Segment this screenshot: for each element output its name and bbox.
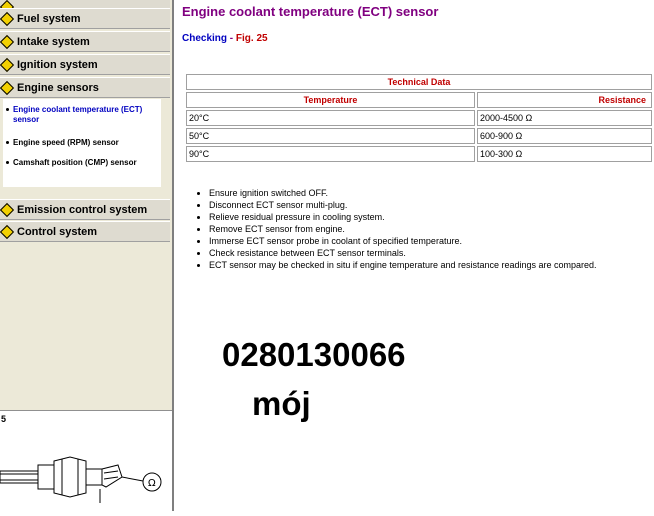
chevron-icon — [0, 225, 14, 239]
chevron-icon — [0, 203, 14, 217]
nav-label: Engine sensors — [17, 82, 99, 94]
table-row — [186, 128, 652, 144]
table-cell: 50°C — [186, 128, 475, 144]
subitem-rpm-sensor[interactable] — [3, 138, 159, 148]
separator: - — [227, 33, 236, 44]
bullet-icon — [6, 161, 9, 164]
subitem-label: Engine coolant temperature (ECT) sensor — [13, 105, 143, 124]
nav-engine-sensors[interactable] — [0, 77, 170, 98]
owner-note-overlay: mój — [252, 385, 311, 422]
table-row — [186, 110, 652, 126]
subitem-label: Engine speed (RPM) sensor — [13, 138, 119, 147]
technical-data-table — [184, 72, 654, 164]
subitem-label: Camshaft position (CMP) sensor — [13, 158, 137, 167]
figure-thumbnail[interactable] — [0, 410, 172, 512]
subitem-cmp-sensor[interactable] — [3, 158, 159, 168]
nav-intake-system[interactable] — [0, 31, 170, 52]
engine-sensors-submenu — [3, 99, 161, 187]
checking-label: Checking — [182, 33, 228, 44]
nav-label: Emission control system — [17, 204, 148, 216]
bullet-icon — [6, 141, 9, 144]
list-item: • Relieve residual pressure in cooling system. — [209, 211, 597, 223]
svg-text:Ω: Ω — [148, 478, 156, 489]
nav-control-system[interactable] — [0, 221, 170, 242]
table-row — [186, 146, 652, 162]
list-item: • Remove ECT sensor from engine. — [209, 223, 597, 235]
table-header-resistance: Resistance — [477, 92, 652, 108]
list-item: • Disconnect ECT sensor multi-plug. — [209, 199, 597, 211]
main-content — [174, 0, 646, 511]
table-header-temperature: Temperature — [186, 92, 475, 108]
chevron-icon — [0, 12, 14, 26]
nav-label: Control system — [17, 226, 98, 238]
figure-link[interactable]: Fig. 25 — [235, 33, 268, 44]
list-item: • Check resistance between ECT sensor terminals. — [209, 247, 597, 259]
table-cell: 20°C — [186, 110, 475, 126]
nav-label: Fuel system — [17, 13, 81, 25]
nav-emission-control-system[interactable] — [0, 199, 170, 220]
list-item: • Immerse ECT sensor probe in coolant of specified temperature. — [209, 235, 597, 247]
subitem-ect-sensor[interactable] — [3, 105, 159, 125]
instruction-list — [196, 187, 597, 271]
part-number-overlay: 0280130066 — [222, 336, 406, 373]
nav-label: Intake system — [17, 36, 90, 48]
page-title: Engine coolant temperature (ECT) sensor — [182, 4, 439, 19]
list-item: • ECT sensor may be checked in situ if engine temperature and resistance readings are compared. — [209, 259, 597, 271]
nav-label: Ignition system — [17, 59, 98, 71]
figure-number: 5 — [1, 414, 7, 424]
table-cell: 100-300 Ω — [477, 146, 652, 162]
list-item: • Ensure ignition switched OFF. — [209, 187, 597, 199]
table-cell: 90°C — [186, 146, 475, 162]
nav-ignition-system[interactable] — [0, 54, 170, 75]
chevron-icon — [0, 35, 14, 49]
table-caption: Technical Data — [186, 74, 652, 90]
ect-sensor-diagram-icon — [0, 411, 172, 511]
checking-line — [182, 33, 268, 44]
chevron-icon — [0, 58, 14, 72]
bullet-icon — [6, 108, 9, 111]
nav-fuel-system[interactable] — [0, 8, 170, 29]
sidebar — [0, 0, 174, 511]
table-cell: 600-900 Ω — [477, 128, 652, 144]
table-cell: 2000-4500 Ω — [477, 110, 652, 126]
chevron-down-icon — [0, 81, 14, 95]
